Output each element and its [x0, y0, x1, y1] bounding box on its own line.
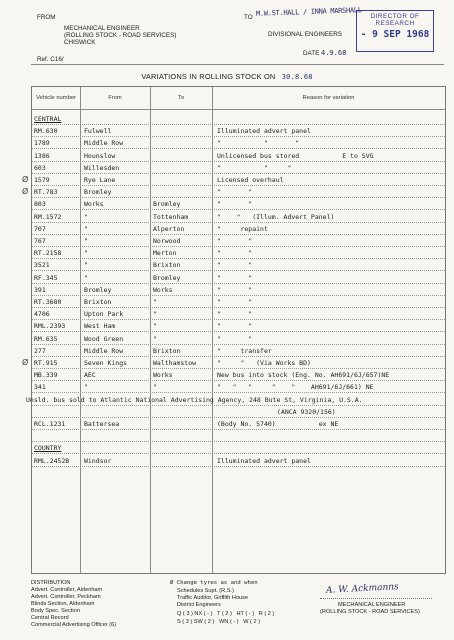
table-row — [32, 247, 445, 259]
vehicle-number: RT.783 — [34, 188, 58, 197]
table-row — [32, 113, 445, 125]
distribution-line: Body Spec. Section — [31, 608, 80, 614]
page-title — [0, 72, 454, 81]
vehicle-number: 803 — [34, 200, 46, 209]
vehicle-number: RML.2452B — [34, 456, 70, 465]
distribution-line: Advert. Controller, Peckham — [31, 594, 101, 600]
from-garage: Brixton — [84, 298, 112, 306]
variation-reason: Licensed overhaul — [217, 176, 284, 184]
to-garage: Works — [153, 285, 173, 294]
table-row — [32, 296, 445, 308]
from-garage: Seven Kings — [84, 359, 128, 367]
variation-reason: Illuminated advert panel — [217, 127, 311, 136]
from-garage: Rye Lane — [84, 176, 116, 184]
stamp-line-1: DIRECTOR OF — [370, 13, 420, 20]
distribution-line: Central Record — [31, 615, 69, 621]
variation-reason: " " — [217, 237, 253, 245]
vehicle-number: MB.339 — [34, 371, 58, 380]
vehicle-number: COUNTRY — [34, 444, 62, 453]
from-garage: Middle Row — [84, 139, 124, 148]
table-row — [32, 125, 445, 137]
from-garage: " — [84, 261, 88, 270]
from-label: FROM — [37, 14, 56, 21]
from-garage: Wood Green — [84, 334, 124, 343]
table-row — [22, 186, 445, 198]
variation-reason: " transfer — [217, 346, 272, 355]
table-row — [32, 320, 445, 332]
from-garage: Middle Row — [84, 346, 124, 355]
vehicle-number: RT.3680 — [34, 298, 62, 306]
to-garage: Bromley — [153, 200, 181, 209]
to-garage: Alperton — [153, 224, 185, 233]
distribution-line: Advert. Controller, Aldenham — [31, 587, 103, 593]
signature-rule — [320, 598, 432, 599]
vehicle-number: 1789 — [34, 139, 50, 148]
table-row — [32, 137, 445, 149]
distribution-middle: Schedules Supt. (R.S.) — [177, 588, 234, 594]
from-garage: Windsor — [84, 456, 112, 465]
table-row — [32, 150, 445, 162]
from-garage: Fulwell — [84, 127, 112, 136]
district-codes-1: Q ( 3 ) NX ( - ) T ( 2 ) HT ( - ) R ( 2 ) — [177, 611, 275, 617]
title-date: 30.8.68 — [281, 73, 313, 81]
table-row — [32, 162, 445, 174]
from-line-1: MECHANICAL ENGINEER — [64, 25, 140, 32]
to-label: TO — [244, 14, 253, 21]
date-label: DATE — [303, 50, 320, 57]
vehicle-number: 767 — [34, 237, 46, 245]
variation-reason: (ANCA 9320/156) — [277, 407, 336, 416]
footnote: Ø Change tyres as and when — [170, 580, 258, 586]
variation-reason: " " — [217, 334, 253, 343]
from-garage: Works — [84, 200, 104, 209]
from-garage: AEC — [84, 371, 96, 380]
from-garage: " — [84, 212, 88, 221]
variation-reason: New bus into stock (Eng. No. AH691/6J/657)NE — [217, 371, 390, 380]
col-header-from: From — [108, 94, 122, 101]
table-row — [22, 357, 445, 369]
table-row — [32, 223, 445, 235]
signatory-title: MECHANICAL ENGINEER — [338, 602, 406, 608]
vehicle-number: RM.635 — [34, 334, 58, 343]
from-garage: Battersea — [84, 420, 120, 428]
table-row — [32, 284, 445, 296]
from-garage: " — [84, 237, 88, 245]
header-rule — [32, 109, 445, 110]
variation-reason: " " (Via Works BD) — [217, 359, 311, 367]
from-garage: Bromley — [84, 188, 112, 197]
from-garage: Hounslow — [84, 151, 116, 160]
date-value: 4.9.68 — [321, 49, 347, 57]
district-codes-2: S ( 3 ) SW ( 2 ) WN ( - ) W ( 2 ) — [177, 619, 260, 625]
table-row — [32, 272, 445, 284]
variation-reason: " " (Illum. Advert Panel) — [217, 212, 335, 221]
header-divider — [31, 64, 444, 65]
from-garage: West Ham — [84, 322, 116, 331]
tyre-change-mark: Ø — [22, 358, 29, 367]
vehicle-number: RT.915 — [34, 359, 58, 367]
table-row — [32, 418, 445, 430]
vehicle-number: RT.2158 — [34, 249, 62, 258]
variation-reason: " " — [217, 285, 253, 294]
footer — [0, 578, 454, 640]
table-row — [32, 211, 445, 223]
to-garage: Walthamstow — [153, 359, 197, 367]
from-line-3: CHISWICK — [64, 39, 96, 46]
to-garage: Bromley — [153, 273, 181, 282]
table-row — [26, 394, 445, 406]
row-rule — [32, 466, 445, 467]
distribution-line: Blinds Section, Aldenham — [31, 601, 95, 607]
distribution-heading: DISTRIBUTION — [31, 580, 71, 586]
to-value: DIVISIONAL ENGINEERS — [268, 31, 342, 38]
variation-reason: " " — [217, 188, 253, 197]
to-garage: " — [153, 310, 157, 319]
vehicle-number: 707 — [34, 224, 46, 233]
to-garage: Merton — [153, 249, 177, 258]
variation-reason: " " — [217, 310, 253, 319]
tyre-change-mark: Ø — [22, 175, 29, 184]
to-garage: " — [153, 383, 157, 392]
vehicle-number: RML.2393 — [34, 322, 66, 331]
vehicle-number: 4706 — [34, 310, 50, 319]
variation-reason: " " — [217, 249, 253, 258]
variations-table — [22, 86, 446, 574]
to-garage: Brixton — [153, 261, 181, 270]
from-garage: Bromley — [84, 285, 112, 294]
stamp-line-2: RESEARCH — [375, 20, 415, 27]
table-row — [32, 455, 445, 467]
variation-reason: " " — [217, 322, 253, 331]
ref-label: Ref. C16/ — [37, 56, 64, 63]
from-garage: " — [84, 383, 88, 392]
distribution-line: Commercial Advertising Officer (6) — [31, 622, 117, 628]
table-row — [22, 174, 445, 186]
received-stamp — [356, 10, 434, 52]
table-row — [32, 259, 445, 271]
signature: A. W. Ackmanns — [325, 582, 399, 596]
to-garage: " — [153, 298, 157, 306]
vehicle-number: 391 — [34, 285, 46, 294]
variation-reason: Unlicensed bus stored E to SVG — [217, 151, 374, 160]
to-garage: " — [153, 322, 157, 331]
vehicle-number: RM.630 — [34, 127, 58, 136]
to-handwritten: M.W.ST.HALL / INNA MARSHALL — [255, 6, 362, 18]
from-garage: " — [84, 224, 88, 233]
table-row — [32, 406, 445, 418]
variation-reason: Illuminated advert panel — [217, 456, 311, 465]
variation-reason: " " " — [217, 139, 300, 148]
variation-reason: " " — [217, 261, 253, 270]
vehicle-number: RF.345 — [34, 273, 58, 282]
to-garage: " — [153, 334, 157, 343]
vehicle-number: 3521 — [34, 261, 50, 270]
from-garage: " — [84, 273, 88, 282]
from-garage: " — [84, 249, 88, 258]
tyre-change-mark: Ø — [22, 187, 29, 197]
variation-reason: " " — [217, 200, 253, 209]
to-garage: Tottenham — [153, 212, 189, 221]
from-garage: Willesden — [84, 163, 120, 172]
variation-reason: (Body No. 5740) ex NE — [217, 420, 339, 428]
table-row — [32, 198, 445, 210]
variation-reason: " " — [217, 273, 253, 282]
table-row — [32, 333, 445, 345]
col-header-to: To — [177, 94, 185, 101]
table-row — [32, 381, 445, 393]
table-row — [32, 308, 445, 320]
variation-reason: " " — [217, 298, 253, 306]
table-row — [32, 442, 445, 454]
distribution-middle: Traffic Auditor, Griffith House — [177, 595, 249, 601]
to-garage: Norwood — [153, 237, 181, 245]
vehicle-number: 1386 — [34, 151, 50, 160]
distribution-middle: District Engineers — [177, 602, 221, 608]
vehicle-number: 341 — [34, 383, 46, 392]
to-garage: Brixton — [153, 346, 181, 355]
vehicle-number: CENTRAL — [34, 115, 62, 123]
vehicle-number: RM.1572 — [34, 212, 62, 221]
row-note: Unsld. bus sold to Atlantic National Advertising Agency, 248 Bute St, Virginia, U.S.A. — [26, 395, 363, 404]
signatory-dept: (ROLLING STOCK - ROAD SERVICES) — [320, 609, 420, 615]
col-header-reason: Reason for variation — [302, 94, 355, 101]
to-garage: Works — [153, 371, 173, 380]
from-garage: Upton Park — [84, 310, 124, 319]
variation-reason: " repaint — [217, 224, 268, 233]
stamp-date: - 9 SEP 1968 — [360, 29, 430, 40]
col-header-vehicle: Vehicle number — [36, 94, 76, 101]
table-row — [32, 345, 445, 357]
vehicle-number: 603 — [34, 163, 46, 172]
table-row — [32, 235, 445, 247]
from-line-2: (ROLLING STOCK - ROAD SERVICES) — [64, 32, 177, 39]
variation-reason: " " " " " AH691/6J/661) NE — [217, 383, 374, 392]
vehicle-number: RCL.1231 — [34, 420, 66, 428]
table-row — [32, 430, 445, 442]
variation-reason: " " " — [217, 163, 292, 172]
title-text: VARIATIONS IN ROLLING STOCK ON — [141, 72, 276, 81]
vehicle-number: 1579 — [34, 176, 50, 184]
table-row — [32, 369, 445, 381]
vehicle-number: 277 — [34, 346, 46, 355]
